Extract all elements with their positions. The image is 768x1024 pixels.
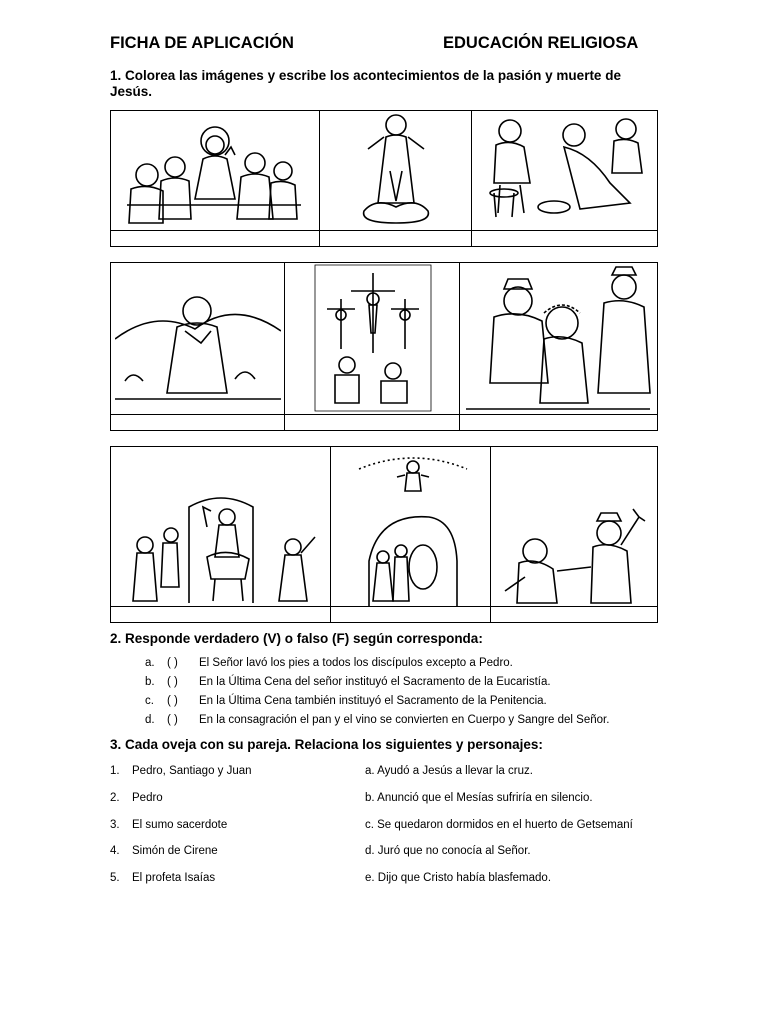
match-left-3 xyxy=(110,819,227,831)
tf-label: d. xyxy=(145,714,155,726)
answer-blank[interactable]: ( ) xyxy=(167,695,178,707)
q2-heading: 2. Responde verdadero (V) o falso (F) según corresponda: xyxy=(110,631,483,646)
crucifixion-illustration xyxy=(307,263,439,413)
tf-statement: En la Última Cena también instituyó el Sacramento de la Penitencia. xyxy=(199,695,547,707)
entry-jerusalem-illustration xyxy=(115,487,327,605)
match-right-d: d. Juró que no conocía al Señor. xyxy=(365,845,531,857)
tf-item-b xyxy=(145,676,551,688)
match-character: El profeta Isaías xyxy=(132,872,216,884)
match-right-e: e. Dijo que Cristo había blasfemado. xyxy=(365,872,552,884)
last-supper-illustration xyxy=(125,119,305,227)
image-cell-last-supper xyxy=(111,111,320,246)
answer-blank[interactable]: ( ) xyxy=(167,657,178,669)
tf-label: b. xyxy=(145,676,155,688)
scourging-illustration xyxy=(495,507,653,607)
image-cell-crucifixion xyxy=(285,263,460,430)
caption-box[interactable] xyxy=(460,414,657,430)
empty-tomb-illustration xyxy=(339,451,485,607)
match-left-1 xyxy=(110,765,252,777)
caption-box[interactable] xyxy=(331,606,490,622)
match-right-a: a. Ayudó a Jesús a llevar la cruz. xyxy=(365,765,533,777)
match-character: Simón de Cirene xyxy=(132,845,218,857)
image-cell-washing-feet xyxy=(472,111,657,246)
image-cell-crown-of-thorns xyxy=(460,263,657,430)
match-num: 5. xyxy=(110,872,120,884)
tf-item-a xyxy=(145,657,513,669)
tf-label: c. xyxy=(145,695,154,707)
image-cell-praying-in-garden xyxy=(111,263,285,430)
answer-blank[interactable]: ( ) xyxy=(167,714,178,726)
caption-box[interactable] xyxy=(111,606,330,622)
match-left-2 xyxy=(110,792,163,804)
match-character: Pedro xyxy=(132,792,163,804)
tf-item-d xyxy=(145,714,609,726)
match-right-b: b. Anunció que el Mesías sufriría en silencio. xyxy=(365,792,593,804)
caption-box[interactable] xyxy=(320,230,471,246)
tf-label: a. xyxy=(145,657,155,669)
match-num: 2. xyxy=(110,792,120,804)
match-character: Pedro, Santiago y Juan xyxy=(132,765,252,777)
crown-of-thorns-illustration xyxy=(464,263,652,411)
caption-box[interactable] xyxy=(285,414,459,430)
answer-blank[interactable]: ( ) xyxy=(167,676,178,688)
match-left-5 xyxy=(110,872,215,884)
q1-heading-line1: 1. Colorea las imágenes y escribe los acontecimientos de la pasión y muerte de xyxy=(110,68,621,83)
image-row-1 xyxy=(110,110,658,247)
q3-heading: 3. Cada oveja con su pareja. Relaciona los siguientes y personajes: xyxy=(110,737,543,752)
tf-statement: En la consagración el pan y el vino se convierten en Cuerpo y Sangre del Señor. xyxy=(199,714,610,726)
caption-box[interactable] xyxy=(472,230,657,246)
match-character: El sumo sacerdote xyxy=(132,819,228,831)
image-row-3 xyxy=(110,446,658,623)
tf-item-c xyxy=(145,695,547,707)
tf-statement: En la Última Cena del señor instituyó el Sacramento de la Eucaristía. xyxy=(199,676,551,688)
image-cell-entry-jerusalem xyxy=(111,447,331,622)
image-cell-empty-tomb xyxy=(331,447,491,622)
washing-feet-illustration xyxy=(480,113,650,225)
image-row-2 xyxy=(110,262,658,431)
worksheet-title: FICHA DE APLICACIÓN xyxy=(110,34,294,52)
praying-in-garden-illustration xyxy=(115,269,281,409)
caption-box[interactable] xyxy=(491,606,657,622)
match-num: 4. xyxy=(110,845,120,857)
subject-title: EDUCACIÓN RELIGIOSA xyxy=(443,34,639,52)
image-cell-risen-jesus xyxy=(320,111,472,246)
q1-heading-line2: Jesús. xyxy=(110,84,153,99)
match-num: 1. xyxy=(110,765,120,777)
caption-box[interactable] xyxy=(111,414,284,430)
caption-box[interactable] xyxy=(111,230,319,246)
q1-heading xyxy=(110,68,621,100)
match-num: 3. xyxy=(110,819,120,831)
match-left-4 xyxy=(110,845,218,857)
tf-statement: El Señor lavó los pies a todos los discípulos excepto a Pedro. xyxy=(199,657,513,669)
match-right-c: c. Se quedaron dormidos en el huerto de Getsemaní xyxy=(365,819,633,831)
risen-jesus-illustration xyxy=(346,111,446,229)
image-cell-scourging xyxy=(491,447,657,622)
